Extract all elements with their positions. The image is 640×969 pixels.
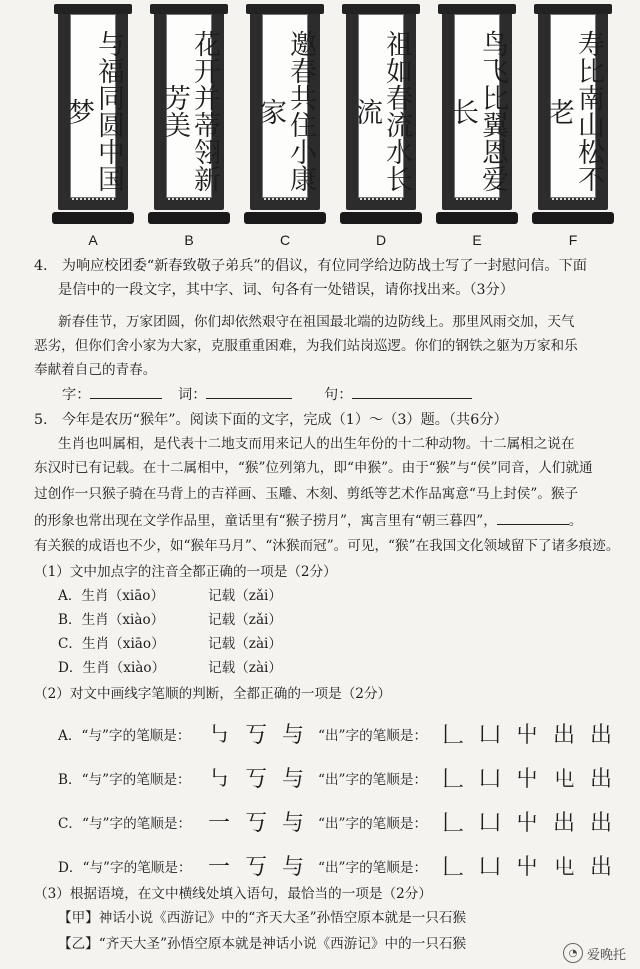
couplet-scroll — [58, 4, 128, 248]
couplet-option-letter[interactable]: C — [279, 232, 291, 248]
chu-label: “出”字的笔顺是： — [318, 771, 428, 788]
couplet-option-letter[interactable]: D — [375, 232, 387, 248]
q5-passage-line5: 有关猴的成语也不少，如“猴年马月”、“沐猴而冠”。可见，“猴”在我国文化领域留下了诸多痕迹。 — [34, 538, 620, 554]
q5-sub1-heading: （1）文中加点字的注音全都正确的一项是（2分） — [34, 564, 337, 580]
option-left: D．生肖（xiào） — [58, 660, 166, 676]
couplet-option-letter[interactable]: B — [184, 232, 194, 248]
q5-heading: 5. 今年是农历“猴年”。阅读下面的文字，完成（1）～（3）题。（共6分） — [34, 412, 508, 428]
q5-sub3-heading: （3）根据语境，在文中横线处填入语句，最恰当的一项是（2分） — [34, 886, 432, 902]
q4-ci-blank[interactable] — [206, 384, 292, 399]
option-left: A．生肖（xiāo） — [58, 588, 165, 604]
couplet-option-letter[interactable]: A — [88, 232, 98, 248]
q5-passage-line3: 过创作一只猴子骑在马背上的吉祥画、玉雕、木刻、剪纸等艺术作品寓意“马上封侯”。猴子 — [34, 486, 579, 502]
couplet-text: 与福同圆中国梦 — [70, 14, 116, 198]
q4-zi-blank[interactable] — [90, 384, 162, 399]
couplet-text: 花开并蒂翎新芳美 — [166, 14, 212, 198]
q4-answer-ju — [324, 384, 472, 405]
yu-stroke-order: 一 丂 与 — [208, 811, 308, 836]
couplet-text: 寿比南山松不老 — [550, 14, 596, 198]
option-left: C．生肖（xiāo） — [58, 636, 165, 652]
q4-answer-zi — [62, 384, 162, 405]
option-label: B．“与”字的笔顺是： — [58, 771, 191, 788]
chu-label: “出”字的笔顺是： — [318, 859, 428, 876]
q4-passage-line2: 恶劣，但你们舍小家为大家，克服重重困难，为我们站岗巡逻。你们的钢铁之躯为万家和乐 — [34, 338, 578, 354]
yu-stroke-order: ㇉ 丂 与 — [208, 767, 308, 792]
q5-passage-line4 — [34, 510, 582, 531]
q5-fill-blank[interactable] — [497, 510, 569, 525]
couplet-option-letter[interactable]: E — [472, 232, 482, 248]
watermark-text: 爱晚托 — [586, 947, 626, 963]
option-label: D．“与”字的笔顺是： — [58, 859, 192, 876]
couplet-scroll — [154, 4, 224, 248]
q5-sub2-option[interactable] — [58, 850, 616, 881]
couplet-scroll — [442, 4, 512, 248]
yu-stroke-order: 一 丂 与 — [208, 855, 308, 880]
chu-stroke-order: 𠃊 凵 屮 𡳾 出 — [442, 855, 616, 880]
q4-line2: 是信中的一段文字，其中字、词、句各有一处错误，请你找出来。（3分） — [58, 282, 514, 298]
q4-passage-line1: 新春佳节，万家团圆，你们却依然艰守在祖国最北端的边防线上。那里风雨交加，天气 — [58, 314, 575, 330]
chu-stroke-order: 𠃊 凵 屮 𡳾 出 — [442, 767, 616, 792]
couplet-option-letter[interactable]: F — [568, 232, 578, 248]
q5-sub1-option-right: 记载（zài） — [208, 636, 282, 652]
q5-passage-line2: 东汉时已有记载。在十二属相中，“猴”位列第九，即“申猴”。由于“猴”与“侯”同音，人们就通 — [34, 460, 593, 476]
q5-sub1-option-right: 记载（zài） — [208, 660, 282, 676]
couplet-scroll — [538, 4, 608, 248]
q5-sub2-option[interactable] — [58, 718, 616, 749]
yu-stroke-order: ㇉ 丂 与 — [208, 723, 308, 748]
q5-sub1-option[interactable] — [58, 634, 165, 654]
couplet-scroll — [250, 4, 320, 248]
couplet-scrolls — [0, 0, 640, 250]
q5-sub1-option[interactable] — [58, 658, 165, 678]
q4-answer-ci — [178, 384, 292, 405]
q5-sub1-option[interactable] — [58, 610, 164, 630]
couplet-scroll — [346, 4, 416, 248]
option-left: B．生肖（xiào） — [58, 612, 165, 628]
q4-ju-label: 句： — [324, 387, 353, 403]
wechat-icon: ◔ — [563, 943, 583, 963]
q5-passage-line4-end: 。 — [568, 513, 583, 529]
couplet-text: 鸟飞比翼恩爱长 — [454, 14, 500, 198]
chu-label: “出”字的笔顺是： — [318, 727, 428, 744]
chu-stroke-order: 𠃊 凵 屮 出 出 — [442, 723, 616, 748]
couplet-text: 祖如春流水长流 — [358, 14, 404, 198]
chu-label: “出”字的笔顺是： — [318, 815, 428, 832]
q4-ju-blank[interactable] — [352, 384, 472, 399]
couplet-text: 邀春共住小康家 — [262, 14, 308, 198]
q4-line1: 4. 为响应校团委“新春致敬子弟兵”的倡议，有位同学给边防战士写了一封慰问信。下面 — [34, 258, 587, 274]
q5-sub2-option[interactable] — [58, 806, 616, 837]
q5-passage-line1: 生肖也叫属相，是代表十二地支而用来记人的出生年份的十二种动物。十二属相之说在 — [58, 436, 575, 452]
q5-sub1-option[interactable] — [58, 586, 164, 606]
q5-sub3-option-jia[interactable]: 【甲】神话小说《西游记》中的“齐天大圣”孙悟空原本就是一只石猴 — [58, 910, 467, 926]
q5-sub1-option-right: 记载（zǎi） — [208, 612, 282, 628]
option-label: C．“与”字的笔顺是： — [58, 815, 192, 832]
q5-sub1-option-right: 记载（zǎi） — [208, 588, 282, 604]
watermark — [563, 943, 626, 963]
q5-passage-line4-text: 的形象也常出现在文学作品里，童话里有“猴子捞月”，寓言里有“朝三暮四”， — [34, 513, 497, 529]
q5-sub3-option-yi[interactable]: 【乙】“齐天大圣”孙悟空原本就是神话小说《西游记》中的一只石猴 — [58, 936, 467, 952]
q5-sub2-option[interactable] — [58, 762, 616, 793]
q4-zi-label: 字： — [62, 387, 91, 403]
chu-stroke-order: 𠃊 凵 屮 出 出 — [442, 811, 616, 836]
q5-sub2-heading: （2）对文中画线字笔顺的判断，全都正确的一项是（2分） — [34, 686, 392, 702]
q4-ci-label: 词： — [178, 387, 207, 403]
option-label: A．“与”字的笔顺是： — [58, 727, 191, 744]
q4-passage-line3: 奉献着自己的青春。 — [34, 362, 157, 378]
